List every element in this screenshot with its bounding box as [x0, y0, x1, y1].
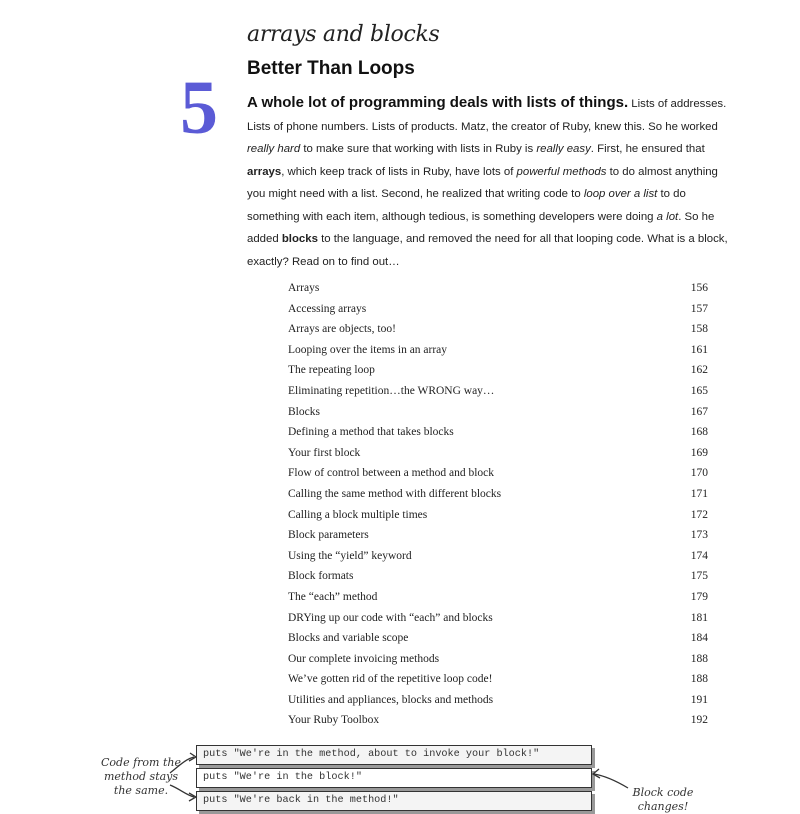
- toc-entry-page: 169: [690, 446, 708, 459]
- intro-emphasis: really easy: [536, 143, 591, 155]
- intro-paragraph: [247, 92, 737, 273]
- chapter-number: 5: [180, 66, 218, 150]
- toc-entry-title: Accessing arrays: [288, 302, 367, 315]
- toc-entry[interactable]: [288, 710, 708, 731]
- toc-entry-title: Your first block: [288, 446, 361, 459]
- toc-entry-page: 171: [690, 487, 708, 500]
- toc-entry[interactable]: [288, 587, 708, 608]
- toc-entry-title: Looping over the items in an array: [288, 343, 448, 356]
- intro-lead: A whole lot of programming deals with lists of things.: [247, 94, 629, 111]
- annotation-method: Code from the method stays the same.: [101, 756, 181, 797]
- toc-entry[interactable]: [288, 319, 708, 340]
- toc-entry[interactable]: [288, 690, 708, 711]
- toc-entry[interactable]: [288, 299, 708, 320]
- toc-entry[interactable]: [288, 505, 708, 526]
- toc-entry-title: Block parameters: [288, 529, 369, 542]
- chapter-title: Better Than Loops: [247, 58, 415, 79]
- toc-entry-page: 188: [690, 652, 708, 665]
- intro-text: . First, he ensured that: [590, 143, 705, 155]
- toc-entry[interactable]: [288, 340, 708, 361]
- toc-entry-title: Blocks: [288, 405, 320, 418]
- toc-entry[interactable]: [288, 484, 708, 505]
- toc-entry-title: Arrays are objects, too!: [288, 323, 396, 336]
- toc-entry[interactable]: [288, 669, 708, 690]
- toc-entry-page: 168: [690, 426, 708, 439]
- code-example: [196, 745, 592, 814]
- intro-emphasis: really hard: [247, 143, 301, 155]
- toc-entry[interactable]: [288, 463, 708, 484]
- toc-entry-title: Block formats: [288, 570, 354, 583]
- intro-text: , which keep track of lists in Ruby, have lots of: [281, 165, 517, 178]
- toc-entry-title: We’ve gotten rid of the repetitive loop code!: [288, 673, 493, 686]
- toc-entry-page: 174: [690, 549, 708, 562]
- intro-emphasis: a lot: [656, 210, 679, 223]
- toc-entry-page: 173: [690, 529, 708, 542]
- toc-entry[interactable]: [288, 381, 708, 402]
- toc-entry-page: 188: [690, 673, 708, 686]
- toc-entry[interactable]: [288, 525, 708, 546]
- toc-entry-page: 156: [690, 282, 708, 294]
- toc-entry-page: 158: [690, 323, 708, 336]
- toc-entry[interactable]: [288, 566, 708, 587]
- toc-entry-title: Calling the same method with different blocks: [288, 487, 502, 500]
- annotation-block: Block code changes!: [632, 786, 694, 813]
- toc-entry[interactable]: [288, 443, 708, 464]
- code-line-method: puts "We're back in the method!": [196, 791, 592, 811]
- toc-entry-page: 165: [690, 384, 708, 397]
- toc-entry[interactable]: [288, 422, 708, 443]
- intro-text: . So he added: [247, 210, 715, 245]
- toc-entry-title: Arrays: [288, 282, 320, 294]
- toc-entry[interactable]: [288, 360, 708, 381]
- toc-entry[interactable]: [288, 649, 708, 670]
- toc-entry[interactable]: [288, 278, 708, 299]
- intro-text: Lists of addresses. Lists of phone numbers. Lists of products. Matz, the creator of Ruby, knew this. So he worked: [247, 98, 727, 133]
- toc-entry-page: 179: [690, 590, 708, 603]
- arrow-left-icon: [160, 745, 200, 805]
- intro-text: to do something with each item, although tedious, is something developers were doing: [247, 188, 686, 223]
- intro-emphasis: loop over a list: [583, 188, 658, 200]
- toc-entry[interactable]: [288, 628, 708, 649]
- toc-entry-page: 167: [690, 405, 708, 418]
- toc-entry-page: 184: [690, 632, 708, 645]
- toc-entry-page: 192: [690, 714, 708, 727]
- toc-entry-title: The repeating loop: [288, 364, 375, 377]
- toc-entry-page: 175: [690, 570, 708, 583]
- toc-entry[interactable]: [288, 402, 708, 423]
- toc-entry-title: Defining a method that takes blocks: [288, 426, 454, 439]
- section-label: arrays and blocks: [247, 22, 440, 47]
- toc-entry[interactable]: [288, 546, 708, 567]
- toc-entry-title: Your Ruby Toolbox: [288, 714, 380, 727]
- intro-bold: arrays: [247, 165, 282, 178]
- intro-bold: blocks: [281, 233, 318, 245]
- toc-entry-page: 181: [690, 611, 708, 624]
- toc-entry-page: 161: [690, 343, 708, 356]
- toc-entry-page: 172: [690, 508, 708, 521]
- toc-entry-title: Calling a block multiple times: [288, 508, 428, 521]
- toc-entry-title: DRYing up our code with “each” and blocks: [288, 611, 493, 624]
- toc-entry-title: Using the “yield” keyword: [288, 549, 412, 562]
- intro-text: to do almost anything you might need with a list. Second, he realized that writing code to: [247, 165, 718, 200]
- toc-entry-title: Flow of control between a method and block: [288, 467, 494, 480]
- toc-entry-title: Our complete invoicing methods: [288, 652, 440, 665]
- intro-text: to make sure that working with lists in Ruby is: [300, 143, 537, 155]
- toc-entry-page: 191: [690, 693, 708, 706]
- code-line-method: puts "We're in the method, about to invoke your block!": [196, 745, 592, 765]
- code-line-block: puts "We're in the block!": [196, 768, 592, 788]
- toc-entry-page: 162: [690, 364, 708, 377]
- intro-text: to the language, and removed the need for all that looping code. What is a block, exactly? Read on to find out…: [247, 233, 728, 268]
- toc-entry-page: 170: [690, 467, 708, 480]
- toc-entry-title: The “each” method: [288, 590, 378, 603]
- intro-emphasis: powerful methods: [516, 165, 607, 178]
- toc-entry-page: 157: [690, 302, 708, 315]
- toc-entry-title: Blocks and variable scope: [288, 632, 409, 645]
- toc-entry-title: Utilities and appliances, blocks and methods: [288, 693, 494, 706]
- toc-entry-title: Eliminating repetition…the WRONG way…: [288, 384, 495, 397]
- toc-entry[interactable]: [288, 608, 708, 629]
- table-of-contents: [288, 278, 708, 731]
- arrow-right-icon: [588, 762, 638, 792]
